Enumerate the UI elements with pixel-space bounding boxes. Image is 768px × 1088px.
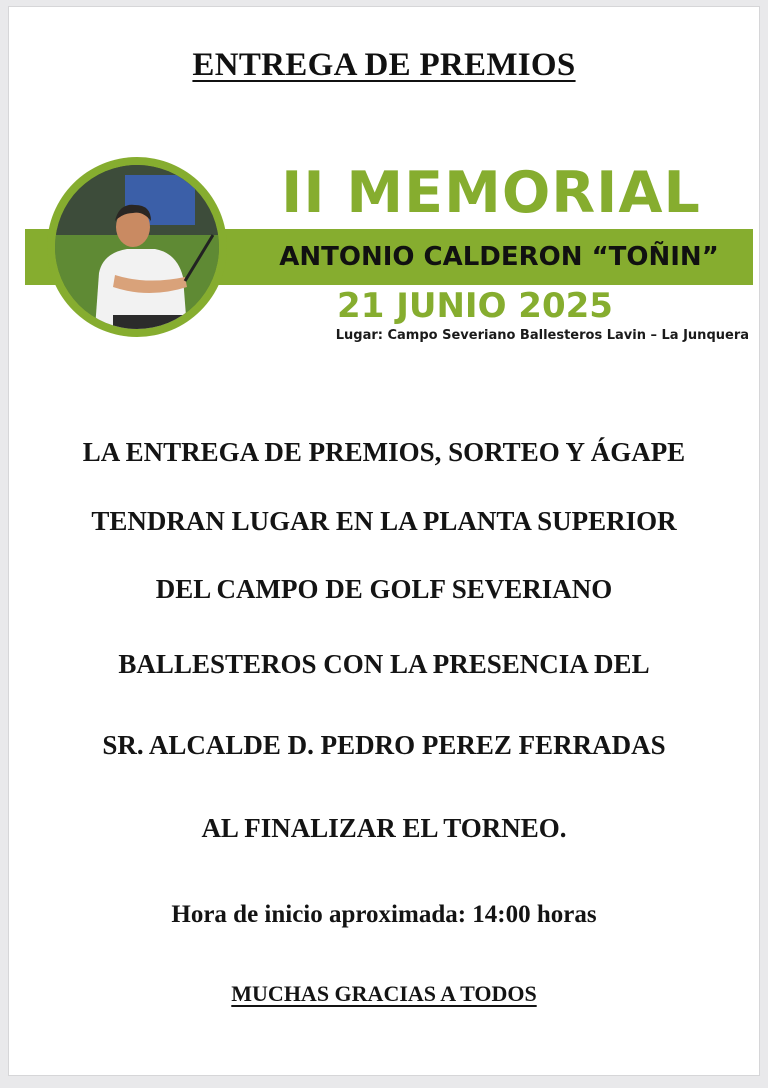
- body-line: AL FINALIZAR EL TORNEO.: [201, 813, 567, 843]
- golfer-photo-icon: [55, 165, 219, 329]
- memorial-banner: [25, 135, 753, 351]
- body-line: DEL CAMPO DE GOLF SEVERIANO: [155, 574, 613, 604]
- body-line: LA ENTREGA DE PREMIOS, SORTEO Y ÁGAPE: [82, 437, 686, 467]
- event-date: 21 JUNIO 2025: [337, 286, 613, 326]
- body-line: SR. ALCALDE D. PEDRO PEREZ FERRADAS: [102, 730, 666, 760]
- golfer-photo: [55, 165, 219, 329]
- start-time: Hora de inicio aproximada: 14:00 horas: [171, 901, 597, 928]
- body-line: BALLESTEROS CON LA PRESENCIA DEL: [118, 649, 650, 679]
- page-title: ENTREGA DE PREMIOS: [192, 47, 576, 83]
- memorial-heading: II MEMORIAL: [281, 160, 701, 226]
- honoree-name: ANTONIO CALDERON “TOÑIN”: [279, 242, 719, 272]
- event-location: Lugar: Campo Severiano Ballesteros Lavin – La Junquera: [335, 328, 749, 343]
- thanks-note: MUCHAS GRACIAS A TODOS: [231, 981, 537, 1006]
- document-page: [8, 6, 760, 1076]
- body-line: TENDRAN LUGAR EN LA PLANTA SUPERIOR: [91, 506, 677, 536]
